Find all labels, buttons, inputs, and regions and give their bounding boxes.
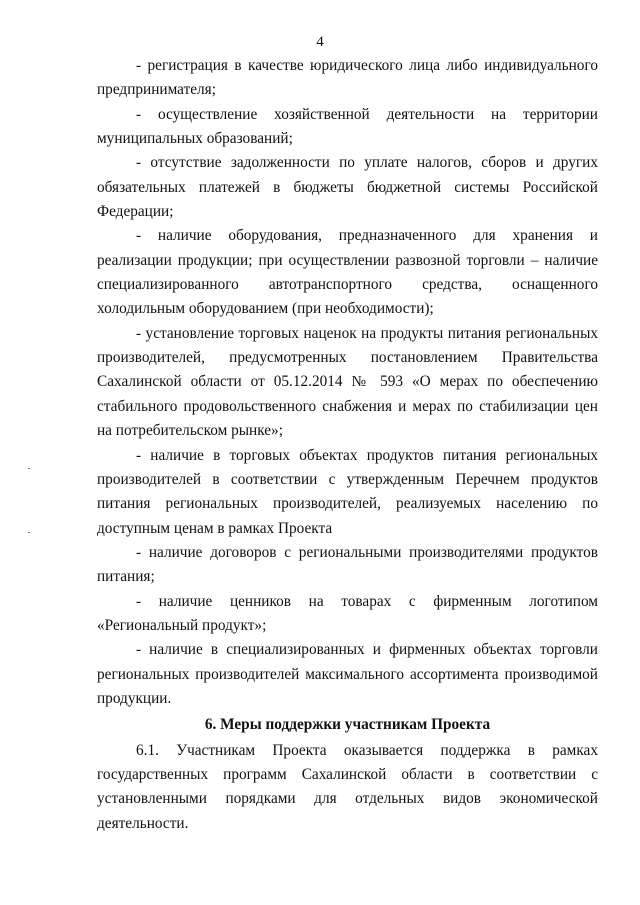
page-number: 4 — [316, 34, 324, 50]
paragraph-support: 6.1. Участникам Проекта оказывается поддержка в рамках государственных программ Сахалинской области в соответствии с установленными порядками для отдельных видов экономической деятельности. — [97, 741, 598, 832]
section-heading: 6. Меры поддержки участникам Проекта — [204, 716, 491, 734]
paragraph-price-tags: - наличие ценников на товарах с фирменным логотипом «Региональный продукт»; — [97, 592, 598, 634]
paragraph-economic-activity: - осуществление хозяйственной деятельности на территории муниципальных образований; — [97, 105, 598, 148]
margin-mark — [28, 532, 30, 533]
paragraph-contracts: - наличие договоров с региональными производителями продуктов питания; — [97, 543, 598, 586]
paragraph-registration: - регистрация в качестве юридического лица либо индивидуального предпринимателя; — [97, 57, 598, 99]
paragraph-trade-markups: - установление торговых наценок на продукты питания региональных производителей, предусмотренных постановлением Правительства Сахалинской области от 05.12.2014 № 593 «О мерах по обеспечению стабильного продовольственного снабжения и мерах по стабилизации цен на потребительском рынке»; — [97, 324, 598, 440]
paragraph-equipment: - наличие оборудования, предназначенного для хранения и реализации продукции; при осуществлении развозной торговли – наличие специализированного автотранспортного средства, оснащенного холодильным оборудованием (при необходимости); — [97, 227, 598, 318]
paragraph-no-debt: - отсутствие задолженности по уплате налогов, сборов и других обязательных платежей в бюджеты бюджетной системы Российской Федерации; — [97, 154, 598, 221]
paragraph-regional-products: - наличие в торговых объектах продуктов питания региональных производителей в соответствии с утвержденным Перечнем продуктов питания региональных производителей, реализуемых населению по доступным ценам в рамках Проекта — [97, 446, 598, 537]
document-body — [97, 54, 598, 836]
paragraph-assortment: - наличие в специализированных и фирменных объектах торговли региональных производителей максимального ассортимента производимой продукции. — [97, 641, 598, 707]
margin-mark — [28, 468, 30, 469]
